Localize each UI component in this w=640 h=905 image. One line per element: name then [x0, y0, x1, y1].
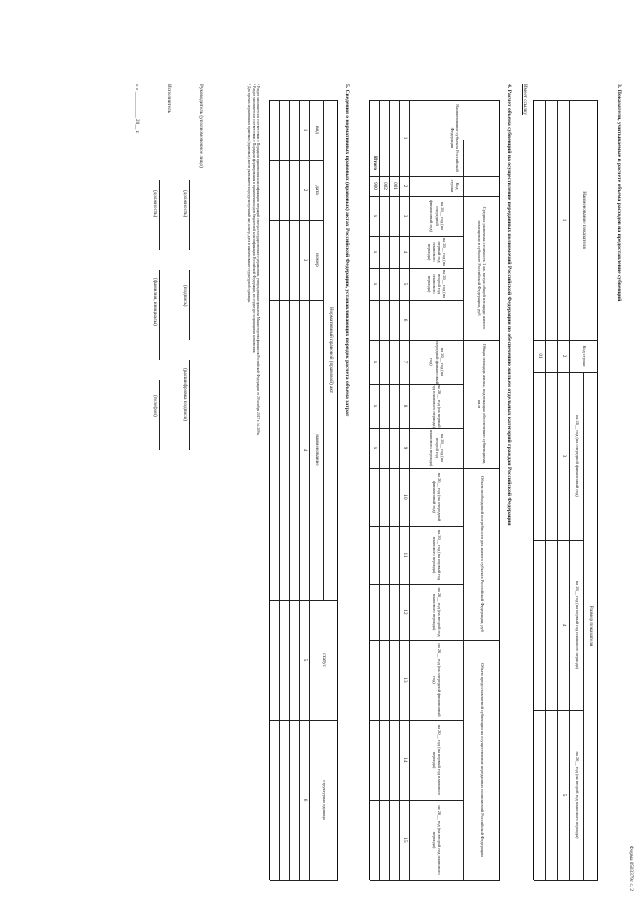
s3-col-code: Код строки: [581, 345, 587, 367]
s4-col-area: Общая площадь жилья, подлежащая обеспечению субвенциями, кв.м: [477, 343, 488, 465]
s4-x-8: x: [372, 404, 378, 408]
s4-num-15: 15: [402, 837, 408, 843]
s4-yr-c-4: на 20__ год (на второй год планового периода): [432, 805, 443, 875]
s4-x-7: x: [372, 360, 378, 364]
s4-num-5: 5: [402, 282, 408, 286]
s3-col-y1: на 20__ год (на очередной финансовый год): [574, 415, 580, 497]
section4-title: 4. Расчет объема субвенций на осуществление переданных полномочий Российской Федерации по обеспечению жильем отдельных категорий граждан Российской Федерации: [506, 84, 512, 526]
s4-yr-b-2: на 20__ год (на первый год планового периода): [432, 384, 443, 428]
footnote-1: ¹ Раздел заполняется в соответствии с Порядком применения классификации операций сектора государственного управления, утвержденным приказом Министерства финансов Российской Федерации от 29 ноября 2017 г. № 209н.: [256, 84, 260, 436]
s4-num-4: 4: [402, 250, 408, 254]
s4-yr-c-3: на 20__ год (на второй год планового периода): [432, 587, 443, 637]
s5-col-act: Нормативный правовой (правовой) акт: [328, 306, 334, 394]
s5-col-num: номер: [314, 253, 320, 267]
sig-executor-label: Исполнитель: [166, 84, 172, 114]
s3-num-1: 1: [561, 218, 567, 222]
s4-num-8: 8: [402, 404, 408, 408]
s4-yr-a-1: на 20__ год (на очередной финансовый год): [429, 200, 445, 232]
s5-col-item: структурная единица: [321, 780, 327, 820]
sig-position-caption: (должность): [182, 190, 188, 218]
s4-num-1: 1: [402, 136, 408, 140]
s4-num-12: 12: [402, 609, 408, 615]
s5-num-5: 5: [302, 658, 308, 662]
s5-num-4: 4: [302, 448, 308, 452]
s4-x-5: x: [372, 282, 378, 286]
s4-col-volume: Объем предоставляемой субвенции на осуществление переданных полномочий Российской Федерации: [479, 663, 485, 857]
s4-yr-b-1: на 20__ год (на первый год планового периода): [426, 237, 448, 267]
sig-fio-caption: (фамилия, инициалы): [152, 278, 158, 326]
s4-yr-b-4: на 20__ год (на первый год планового периода): [432, 724, 443, 796]
sig-date: « » __________ 20__ г.: [134, 84, 140, 134]
s4-yr-a-3: на 20__ год (на очередной финансовый год): [432, 472, 443, 522]
sig-signature-caption: (подпись): [182, 285, 188, 307]
footnotes: [247, 84, 260, 884]
sig-decoding-caption: (расшифровка подписи): [182, 368, 188, 421]
s4-num-9: 9: [402, 446, 408, 450]
s3-row-code: 01: [537, 353, 543, 359]
s4-col-code: Код строки: [450, 179, 461, 193]
s4-yr-c-1: на 20__ год (на второй год планового периода): [426, 269, 448, 299]
s4-num-2: 2: [402, 184, 408, 188]
s3-col-size: Размер показателя: [588, 605, 594, 647]
s5-col-date: дата: [314, 185, 320, 195]
s3-ref-label: Имеет ссылку: [522, 84, 528, 115]
s4-num-13: 13: [402, 677, 408, 683]
s4-num-7: 7: [402, 360, 408, 364]
s4-x-4: x: [372, 250, 378, 254]
s5-col-type: вид: [314, 126, 320, 134]
s5-col-status: статус: [321, 653, 327, 667]
s3-col-y2: на 20__ год (на первый год планового периода): [574, 580, 580, 670]
s3-num-2: 2: [561, 354, 567, 358]
footnote-3: ³ Для прочих нормативных правовых (правовых) актов указываются предусмотренный акт, номер, дата и наименование структурной единицы.: [247, 84, 252, 303]
s5-num-2: 2: [302, 188, 308, 192]
sig-phone-caption: (телефон): [152, 395, 158, 417]
s5-num-3: 3: [302, 258, 308, 262]
s3-num-3: 3: [561, 454, 567, 458]
s4-col-avg: Средняя рыночная стоимость 1 кв. метра общей площади жилого помещения в субъекте Российской Федерации, руб: [477, 206, 488, 330]
sig-position-caption-2: (должность): [152, 190, 158, 218]
s4-num-11: 11: [402, 552, 408, 558]
s4-col-subject: Наименование субъекта Российской Федерации: [450, 104, 461, 172]
s4-row-code-2: 002: [382, 182, 388, 190]
s4-yr-c-2: на 20__ год (на второй год планового периода): [429, 429, 445, 467]
s4-num-3: 3: [402, 214, 408, 218]
s4-yr-b-3: на 20__ год (на первый год планового периода): [432, 529, 443, 581]
s5-num-6: 6: [302, 798, 308, 802]
section5-title: 5. Сведения о нормативных правовых (правовых) актах Российской Федерации, устанавливающих порядок расчета объема затрат: [344, 84, 350, 417]
s4-x-9: x: [372, 446, 378, 450]
s3-col-name: Наименование показателя: [581, 191, 587, 249]
s4-num-14: 14: [402, 757, 408, 763]
s4-row-code-3: 900: [372, 182, 378, 190]
section3-title: 3. Показатели, учитываемые в расчете объема расходов на предоставление субвенций: [616, 84, 622, 302]
s4-row-code-1: 001: [392, 182, 398, 190]
s5-col-name: наименование: [314, 434, 320, 466]
s4-yr-a-4: на 20__ год (на очередной финансовый год): [432, 643, 443, 717]
s3-col-y3: на 20__ год (на второй год планового периода): [574, 751, 580, 839]
s3-num-5: 5: [561, 793, 567, 797]
sig-head-label: Руководитель (уполномоченное лицо): [198, 84, 204, 168]
footnote-2: ² Раздел заполняется в соответствии с Порядком формирования и применения кодов бюджетной классификации Российской Федерации, их структуре и принципах назначения.: [251, 84, 256, 354]
s4-x-3: x: [372, 214, 378, 218]
s4-num-6: 6: [402, 318, 408, 322]
s4-total-label: Итого: [372, 156, 378, 170]
s4-num-10: 10: [402, 494, 408, 500]
s5-num-1: 1: [302, 128, 308, 132]
s4-yr-a-2: на 20__ год (на очередной финансовый год): [429, 340, 445, 384]
s3-num-4: 4: [561, 623, 567, 627]
s4-col-need: Объем необходимой потребности для жилого субъекта Российской Федерации, руб: [479, 476, 485, 632]
form-number: Форма 0503379с с. 2: [628, 845, 634, 891]
